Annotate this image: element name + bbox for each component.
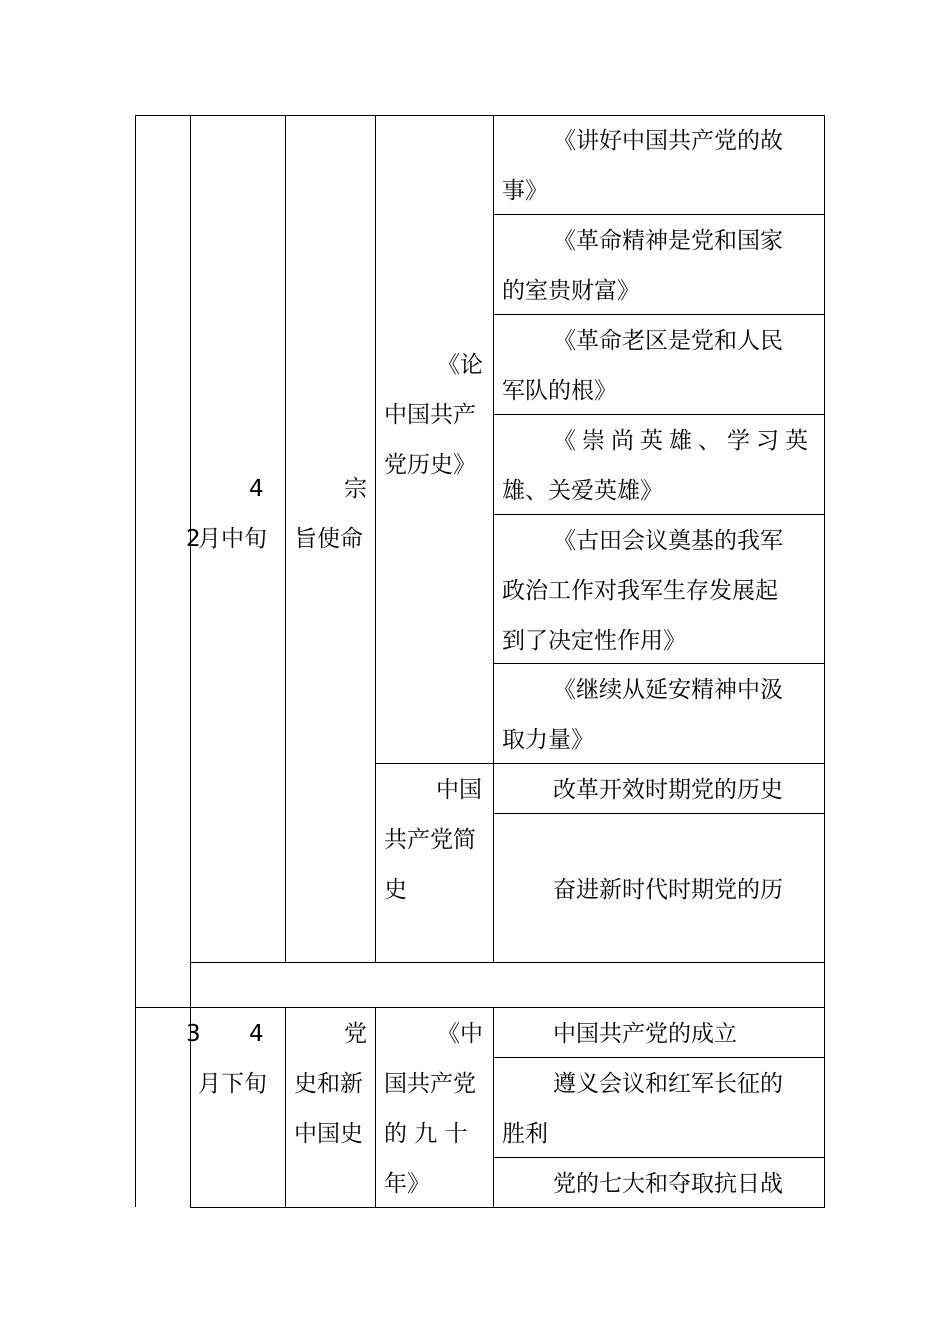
chapter-title: 胜利 — [502, 1121, 548, 1147]
chapter-title: 改革开效时期党的历史 — [553, 777, 783, 803]
article-title-line: 军队的根》 — [502, 378, 617, 404]
article-title-line: 取力量》 — [502, 727, 594, 753]
book-title-line: 年》 — [384, 1171, 430, 1197]
book-title-line: 党历史》 — [384, 452, 476, 478]
col-divider — [135, 115, 136, 1008]
col-divider — [285, 1007, 286, 1208]
time-text: 月下旬 — [198, 1071, 267, 1097]
time-number: 4 — [249, 476, 264, 502]
row-divider — [135, 1007, 825, 1008]
col-divider — [375, 115, 376, 963]
article-title-line: 《革命精神是党和国家 — [553, 228, 783, 254]
book-title-line: 《论 — [437, 352, 483, 378]
col-divider — [493, 1007, 494, 1208]
topic-line: 中国史 — [294, 1121, 363, 1147]
chapter-title: 党的七大和夺取抗日战 — [553, 1171, 783, 1197]
col-divider — [135, 1007, 136, 1207]
article-title-line: 《革命老区是党和人民 — [553, 328, 783, 354]
row-divider — [375, 763, 825, 764]
chapter-title: 遵义会议和红军长征的 — [553, 1071, 783, 1097]
book-title-line: 中国 — [436, 777, 482, 803]
topic-line: 史和新 — [294, 1071, 363, 1097]
seq-number: 2 — [186, 526, 201, 552]
book-title-line: 国共产党 — [384, 1071, 476, 1097]
article-title-line: 《古田会议奠基的我军 — [553, 528, 783, 554]
topic-line: 党 — [344, 1021, 367, 1047]
col-divider — [493, 115, 494, 963]
article-title-line: 到了决定性作用》 — [502, 628, 686, 654]
book-title-line: 的 九 十 — [384, 1121, 468, 1147]
article-title-line: 政治工作对我军生存发展起 — [502, 578, 778, 604]
col-divider — [375, 1007, 376, 1208]
article-title-line: 《继续从延安精神中汲 — [553, 677, 783, 703]
article-title-line: 雄、关爱英雄》 — [502, 478, 663, 504]
time-number: 4 — [249, 1021, 264, 1047]
time-text: 月中旬 — [198, 526, 267, 552]
book-title-line: 共产党简 — [384, 827, 476, 853]
chapter-title: 奋进新时代时期党的历 — [553, 877, 783, 903]
topic-line: 旨使命 — [294, 526, 363, 552]
chapter-title: 中国共产党的成立 — [553, 1021, 737, 1047]
article-title-line: 的室贵财富》 — [502, 278, 640, 304]
book-title-line: 中国共产 — [384, 402, 476, 428]
book-title-line: 《中 — [437, 1021, 483, 1047]
table-border-right — [824, 115, 825, 1208]
seq-number: 3 — [186, 1021, 201, 1047]
article-title-line: 事》 — [502, 178, 548, 204]
article-title-line: 《崇尚英雄、学习英 — [553, 428, 814, 454]
book-title-line: 史 — [384, 877, 407, 903]
article-title-line: 《讲好中国共产党的故 — [553, 128, 783, 154]
topic-line: 宗 — [344, 476, 367, 502]
col-divider — [285, 115, 286, 963]
